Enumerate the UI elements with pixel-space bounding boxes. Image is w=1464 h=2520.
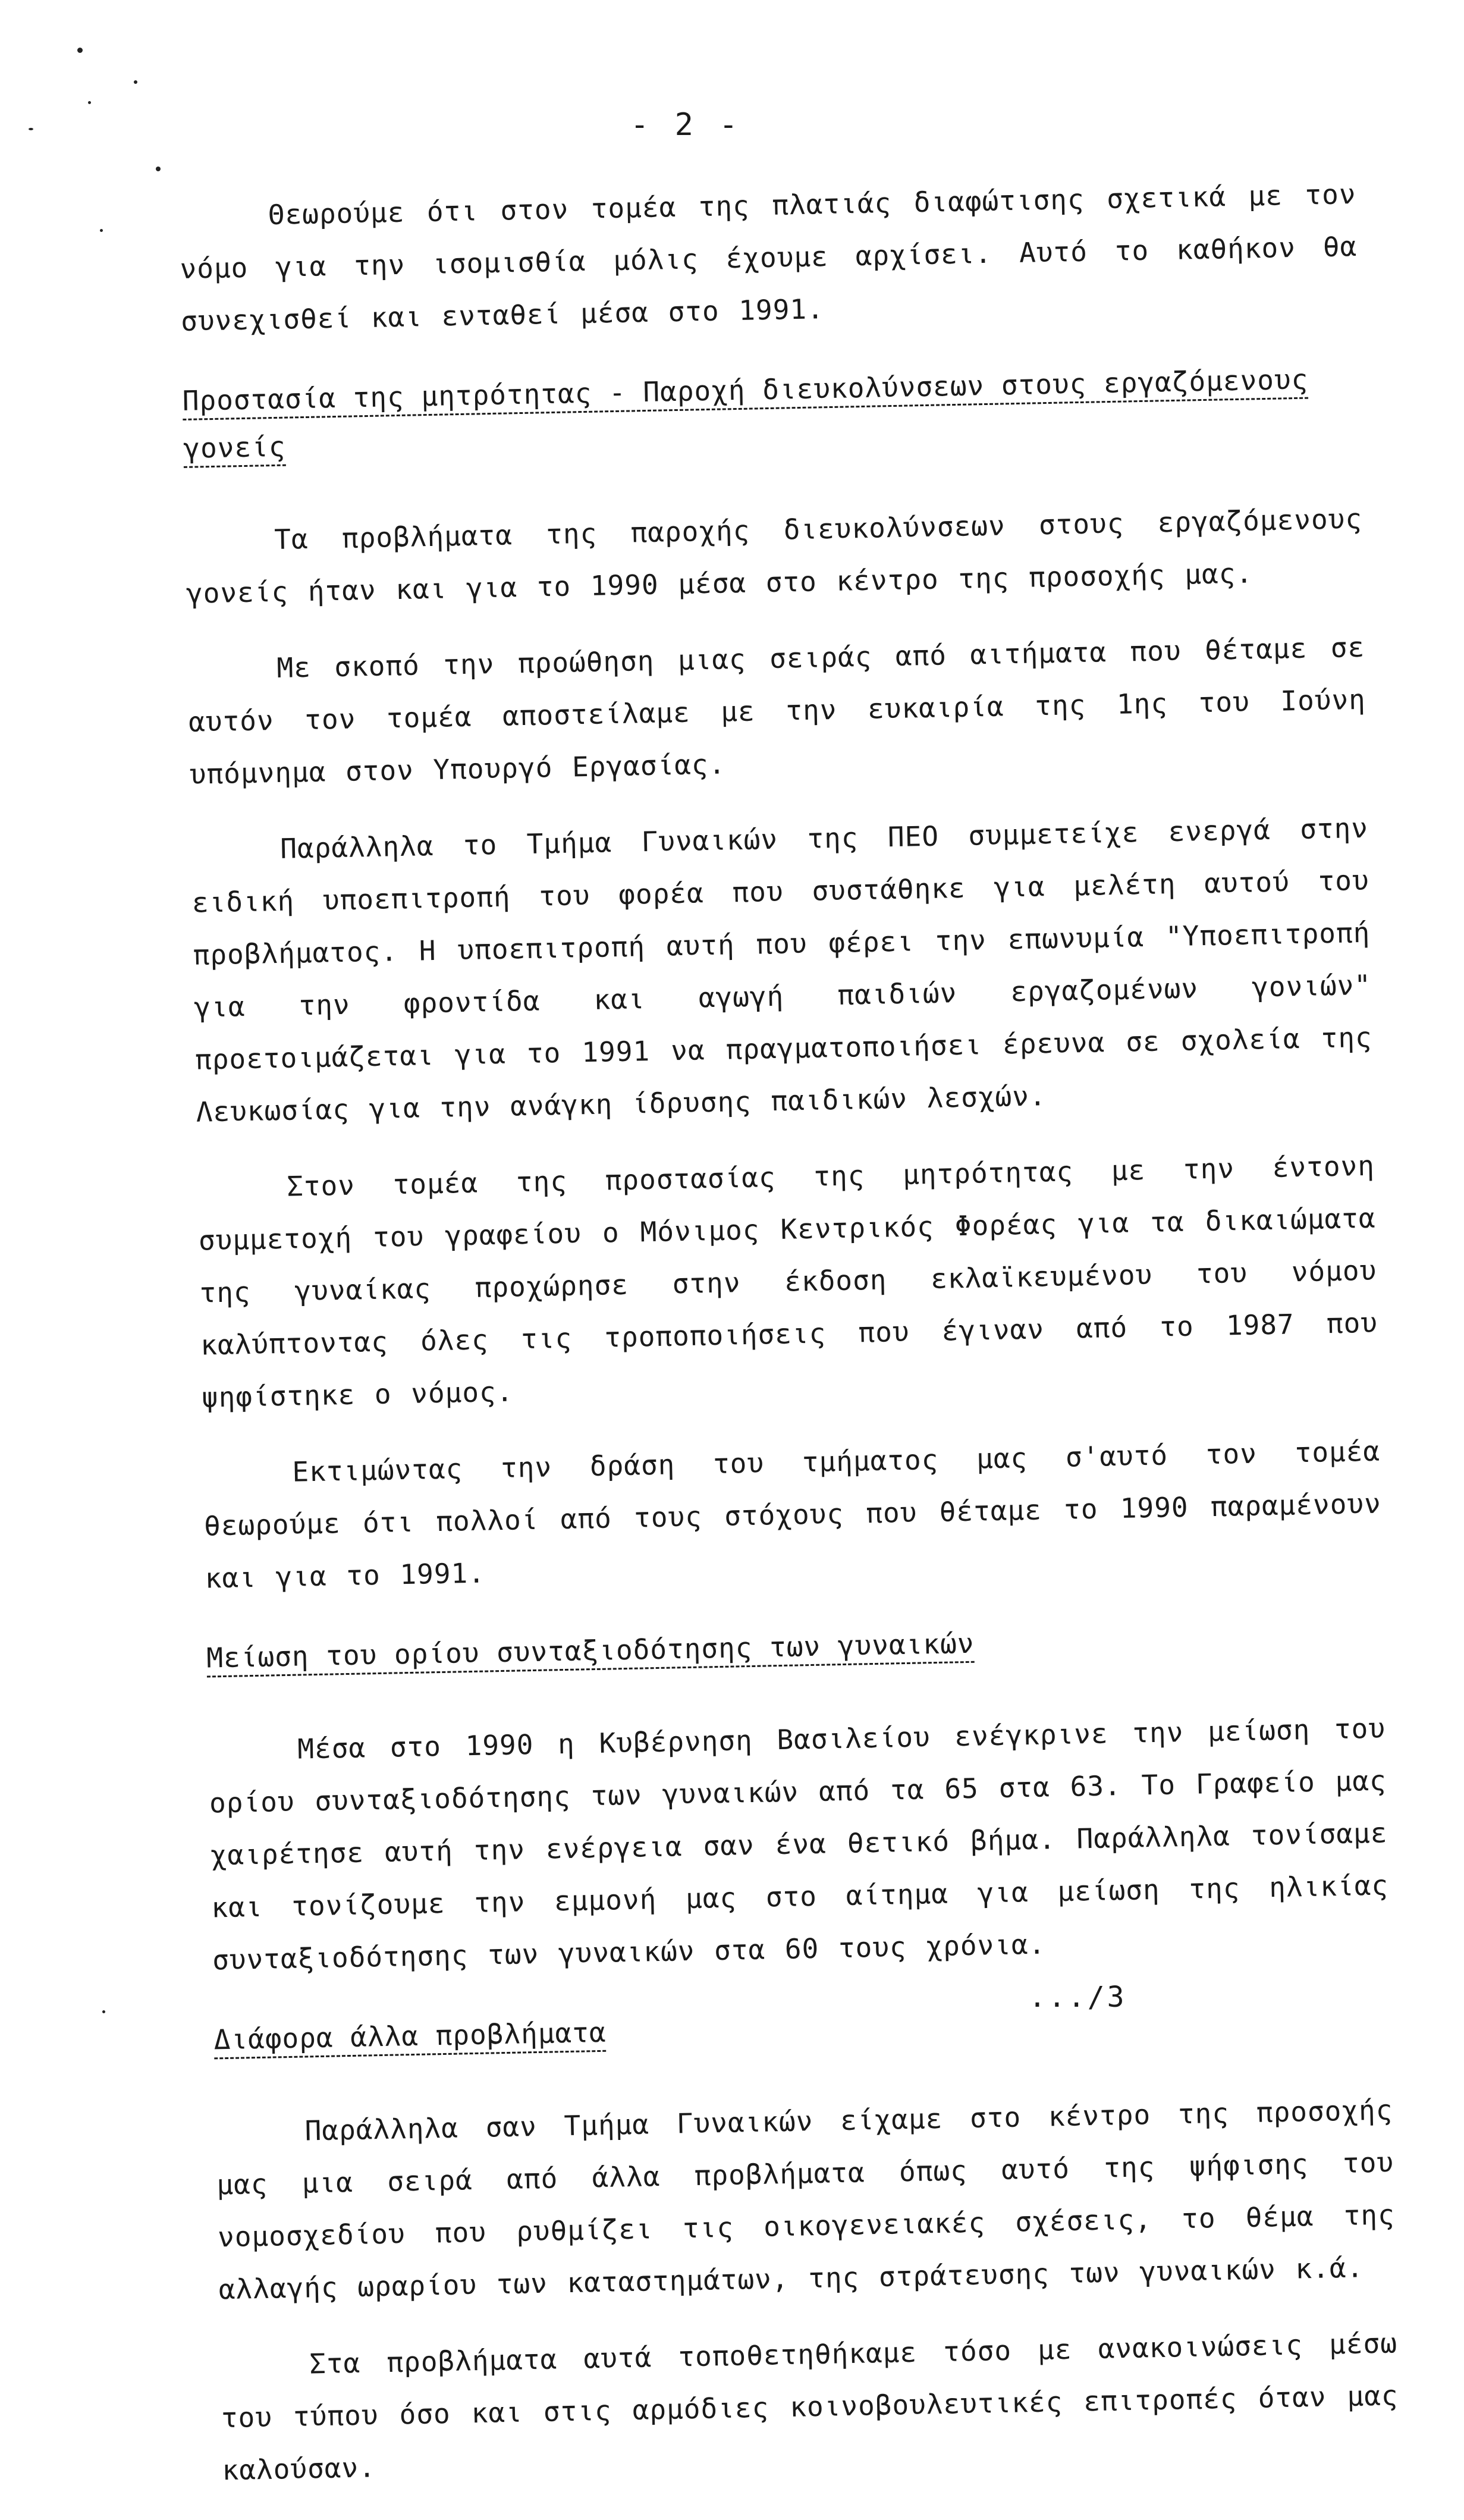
page-number: - 2 - xyxy=(630,107,742,143)
paragraph: Τα προβλήματα της παροχής διευκολύνσεων στους εργαζόμενους γονείς ήταν και για το 1990 μέσα στο κέντρο της προσοχής μας. xyxy=(186,502,1363,610)
section-heading-wrap xyxy=(206,1606,1384,1703)
continuation-marker: .../3 xyxy=(1029,1981,1127,2014)
paragraph-intro: Θεωρούμε ότι στον τομέα της πλατιάς διαφώτισης σχετικά με τον νόμο για την ισομισθία μόλις έχουμε αρχίσει. Αυτό το καθήκον θα συνεχισθεί και ενταθεί μέσα στο 1991. xyxy=(180,177,1358,337)
scan-speck xyxy=(134,80,137,84)
scan-speck xyxy=(77,48,83,53)
scan-speck xyxy=(156,167,161,171)
scan-speck xyxy=(29,128,33,130)
paragraph: Μέσα στο 1990 η Κυβέρνηση Βασιλείου ενέγκρινε την μείωση του ορίου συνταξιοδότησης των γυναικών από τα 65 στα 63. Το Γραφείο μας χαιρέτησε αυτή την ενέργεια σαν ένα θετικό βήμα. Παράλληλα τονίσαμε και τονίζουμε την εμμονή μας στο αίτημα για μείωση της ηλικίας συνταξιοδότησης των γυναικών στα 60 τους χρόνια. xyxy=(209,1712,1389,1976)
paragraph: Με σκοπό την προώθηση μιας σειράς από αιτήματα που θέταμε σε αυτόν τον τομέα αποστείλαμε με την ευκαιρία της 1ης του Ιούνη υπόμνημα στον Υπουργό Εργασίας. xyxy=(188,630,1366,790)
section-heading-retirement: Μείωση του ορίου συνταξιοδότησης των γυναικών xyxy=(206,1627,975,1674)
section-heading-other-problems: Διάφορα άλλα προβλήματα xyxy=(213,2016,607,2056)
section-heading-wrap xyxy=(182,349,1362,494)
paragraph: Παράλληλα το Τμήμα Γυναικών της ΠΕΟ συμμετείχε ενεργά στην ειδική υποεπιτροπή του φορέα που συστάθηκε για μελέτη αυτού του προβλήματος. Η υποεπιτροπή αυτή που φέρει την επωνυμία "Υποεπιτροπή για την φροντίδα και αγωγή παιδιών εργαζομένων γονιών" προετοιμάζεται για το 1991 να πραγματοποιήσει έρευνα σε σχολεία της Λευκωσίας για την ανάγκη ίδρυσης παιδικών λεσχών. xyxy=(191,811,1373,1128)
paragraph: Στον τομέα της προστασίας της μητρότητας με την έντονη συμμετοχή του γραφείου ο Μόνιμος Κεντρικός Φορέας για τα δικαιώματα της γυναίκας προχώρησε στην έκδοση εκλαϊκευμένου του νόμου καλύπτοντας όλες τις τροποποιήσεις που έγιναν από το 1987 που ψηφίστηκε ο νόμος. xyxy=(198,1149,1378,1414)
paragraph: Παράλληλα σαν Τμήμα Γυναικών είχαμε στο κέντρο της προσοχής μας μια σειρά από άλλα προβλήματα όπως αυτό της ψήφισης του νομοσχεδίου που ρυθμίζει τις οικογενειακές σχέσεις, το θέμα της αλλαγής ωραρίου των καταστημάτων, της στράτευσης των γυναικών κ.ά. xyxy=(216,2094,1396,2306)
section-heading-wrap xyxy=(213,1987,1392,2085)
scan-speck xyxy=(100,229,103,232)
paragraph: Στα προβλήματα αυτά τοποθετηθήκαμε τόσο με ανακοινώσεις μέσω του τύπου όσο και στις αρμόδιες κοινοβουλευτικές επιτροπές όταν μας καλούσαν. xyxy=(221,2327,1399,2487)
section-heading-maternity: Προστασία της μητρότητας - Παροχή διευκολύνσεων στους εργαζόμενους γονείς xyxy=(182,363,1309,465)
scan-speck xyxy=(102,2010,105,2013)
scan-speck xyxy=(88,101,91,104)
document-body xyxy=(178,168,1400,2520)
paragraph: Εκτιμώντας την δράση του τμήματος μας σ'αυτό τον τομέα θεωρούμε ότι πολλοί από τους στόχους που θέταμε το 1990 παραμένουν και για το 1991. xyxy=(203,1435,1382,1595)
